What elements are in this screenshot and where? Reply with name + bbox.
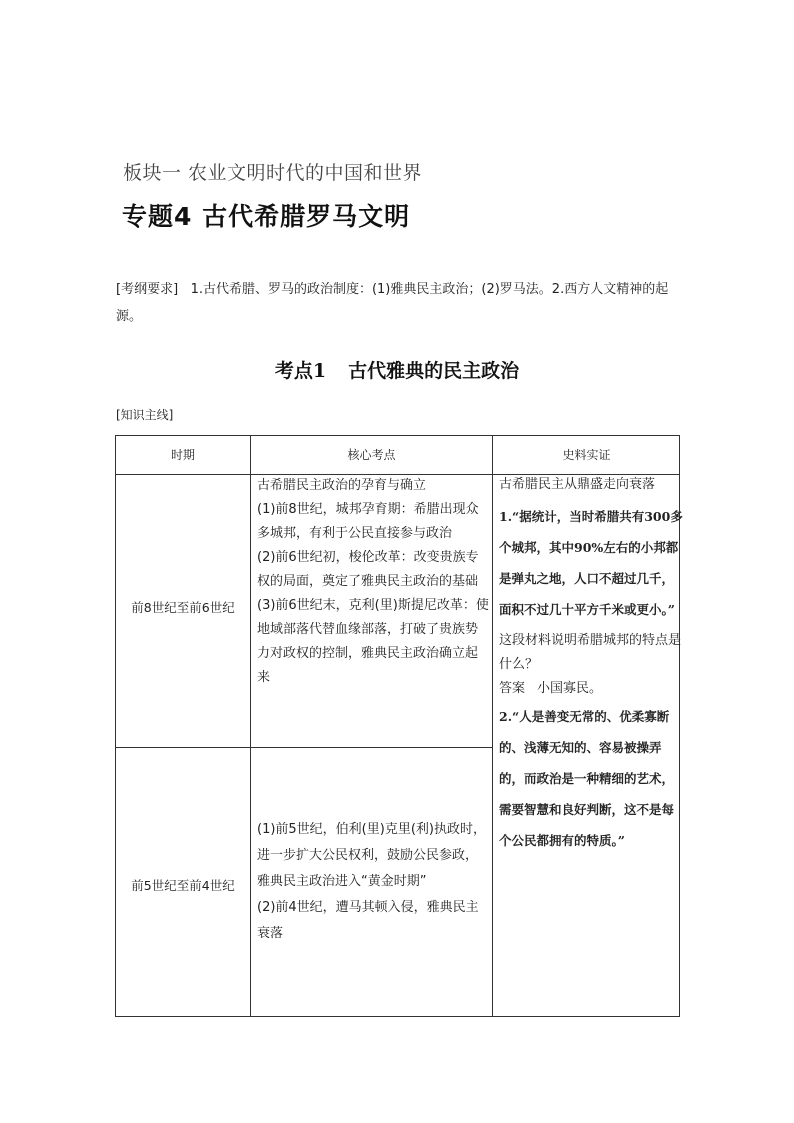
knowledge-table — [115, 435, 683, 1017]
requirements-label: [考纲要求] — [116, 282, 179, 297]
section-title: 板块一 农业文明时代的中国和世界 — [123, 162, 423, 184]
core-line: (1)前5世纪，伯利(里)克里(利)执政时，进一步扩大公民权利，鼓励公民参政，雅典民主政治进入“黄金时期” — [257, 822, 486, 889]
answer-text: 小国寡民。 — [537, 681, 603, 696]
core-line: (2)前6世纪初，梭伦改革：改变贵族专权的局面，奠定了雅典民主政治的基础 — [257, 550, 479, 589]
core-line: (3)前6世纪末，克利(里)斯提尼改革：使地域部落代替血缘部落，打破了贵族势力对政权的控制，雅典民主政治确立起来 — [257, 598, 489, 685]
core-cell — [257, 474, 489, 690]
core-cell — [257, 817, 489, 947]
requirements-text: 1.古代希腊、罗马的政治制度：(1)雅典民主政治；(2)罗马法。2.西方人文精神的起源。 — [116, 282, 669, 324]
topic-title: 专题4 古代希腊罗马文明 — [122, 202, 411, 231]
table-divider — [250, 436, 251, 1016]
core-line: (2)前4世纪，遭马其顿入侵，雅典民主衰落 — [257, 900, 479, 941]
table-divider — [116, 747, 492, 748]
evidence-question: 这段材料说明希腊城邦的特点是什么？ — [499, 633, 682, 672]
table-divider — [492, 436, 493, 1016]
core-line: 古希腊民主政治的孕育与确立 — [257, 478, 427, 493]
evidence-quote: 2.“人是善变无常的、优柔寡断的、浅薄无知的、容易被操弄的，而政治是一种精细的艺术，需要智慧和良好判断，这不是每个公民都拥有的特质。” — [499, 709, 675, 848]
kaodian-number: 考点1 — [274, 360, 327, 382]
evidence-answer — [499, 677, 683, 701]
period-cell: 前5世纪至前4世纪 — [131, 878, 235, 893]
evidence-heading: 古希腊民主从鼎盛走向衰落 — [499, 477, 656, 492]
exam-requirements — [116, 276, 686, 330]
header-evidence: 史料实证 — [562, 448, 611, 462]
evidence-cell — [499, 436, 683, 856]
header-period: 时期 — [170, 448, 195, 462]
knowledge-line-label: [知识主线] — [116, 408, 174, 422]
kaodian-name: 古代雅典的民主政治 — [348, 360, 520, 382]
kaodian-title — [0, 356, 794, 383]
answer-label: 答案 — [499, 681, 526, 696]
core-line: (1)前8世纪，城邦孕育期：希腊出现众多城邦，有利于公民直接参与政治 — [257, 502, 479, 541]
evidence-quote: 1.“据统计，当时希腊共有300多个城邦，其中90%左右的小邦都是弹丸之地，人口不超过几千，面积不过几十平方千米或更小。” — [499, 509, 683, 617]
header-core: 核心考点 — [347, 448, 396, 462]
period-cell: 前8世纪至前6世纪 — [131, 600, 235, 615]
